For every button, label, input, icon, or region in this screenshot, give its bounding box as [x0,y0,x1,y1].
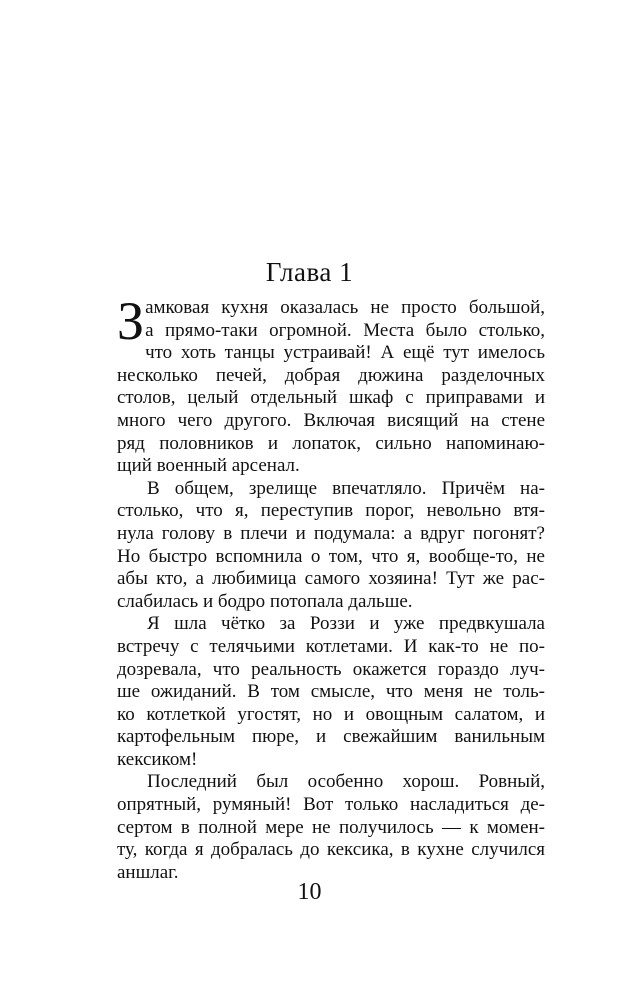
text-line: несколько печей, добрая дюжина разделочных [117,364,545,386]
text-line: встречу с телячьими котлетами. И как-то не по- [117,635,545,657]
text-line: картофельным пюре, и свежайшим ванильным [117,726,545,748]
text-line: дозревала, что реальность окажется гораздо луч- [117,658,545,680]
text-line: нула голову в плечи и подумала: а вдруг погонят? [117,522,545,544]
text-line: столов, целый отдельный шкаф с приправами и [117,387,545,409]
text-line: Но быстро вспомнила о том, что я, вообще-то, не [117,545,545,567]
text-line: кексиком! [117,748,198,770]
paragraph-2 [117,478,545,614]
text-line: В общем, зрелище впечатляло. Причём на- [147,477,545,499]
text-line: ше ожиданий. В том смысле, что меня не толь- [117,681,545,703]
text-line: Последний был особенно хорош. Ровный, [147,771,545,793]
body-text [117,291,545,884]
text-line: ту, когда я добралась до кексика, в кухне случился [117,839,545,861]
text-line: слабилась и бодро потопала дальше. [117,590,413,612]
text-line: а прямо-таки огромной. Места было столько, [145,319,545,341]
text-line: ко котлеткой угостят, но и овощным салатом, и [117,703,545,725]
text-line: опрятный, румяный! Вот только насладиться де- [117,794,545,816]
paragraph-1 [117,291,545,478]
text-line: амковая кухня оказалась не просто большой, [145,297,545,318]
text-line: что хоть танцы устраивай! А ещё тут имелось [145,342,545,364]
text-line: щий военный арсенал. [117,455,300,477]
text-line: Я шла чётко за Роззи и уже предвкушала [147,613,545,635]
text-line: сертом в полной мере не получилось — к момен- [117,816,545,838]
drop-cap: З [117,291,145,351]
paragraph-3 [117,613,545,771]
text-line: много чего другого. Включая висящий на стене [117,409,545,431]
text-line: ряд половников и лопаток, сильно напоминаю- [117,432,545,454]
page-number: 10 [297,879,322,905]
text-line: аншлаг. [117,861,179,883]
text-line: абы кто, а любимица самого хозяина! Тут же рас- [117,568,545,590]
paragraph-4 [117,771,545,884]
chapter-title: Глава 1 [265,257,354,287]
text-line: столько, что я, переступив порог, невольно втя- [117,500,545,522]
